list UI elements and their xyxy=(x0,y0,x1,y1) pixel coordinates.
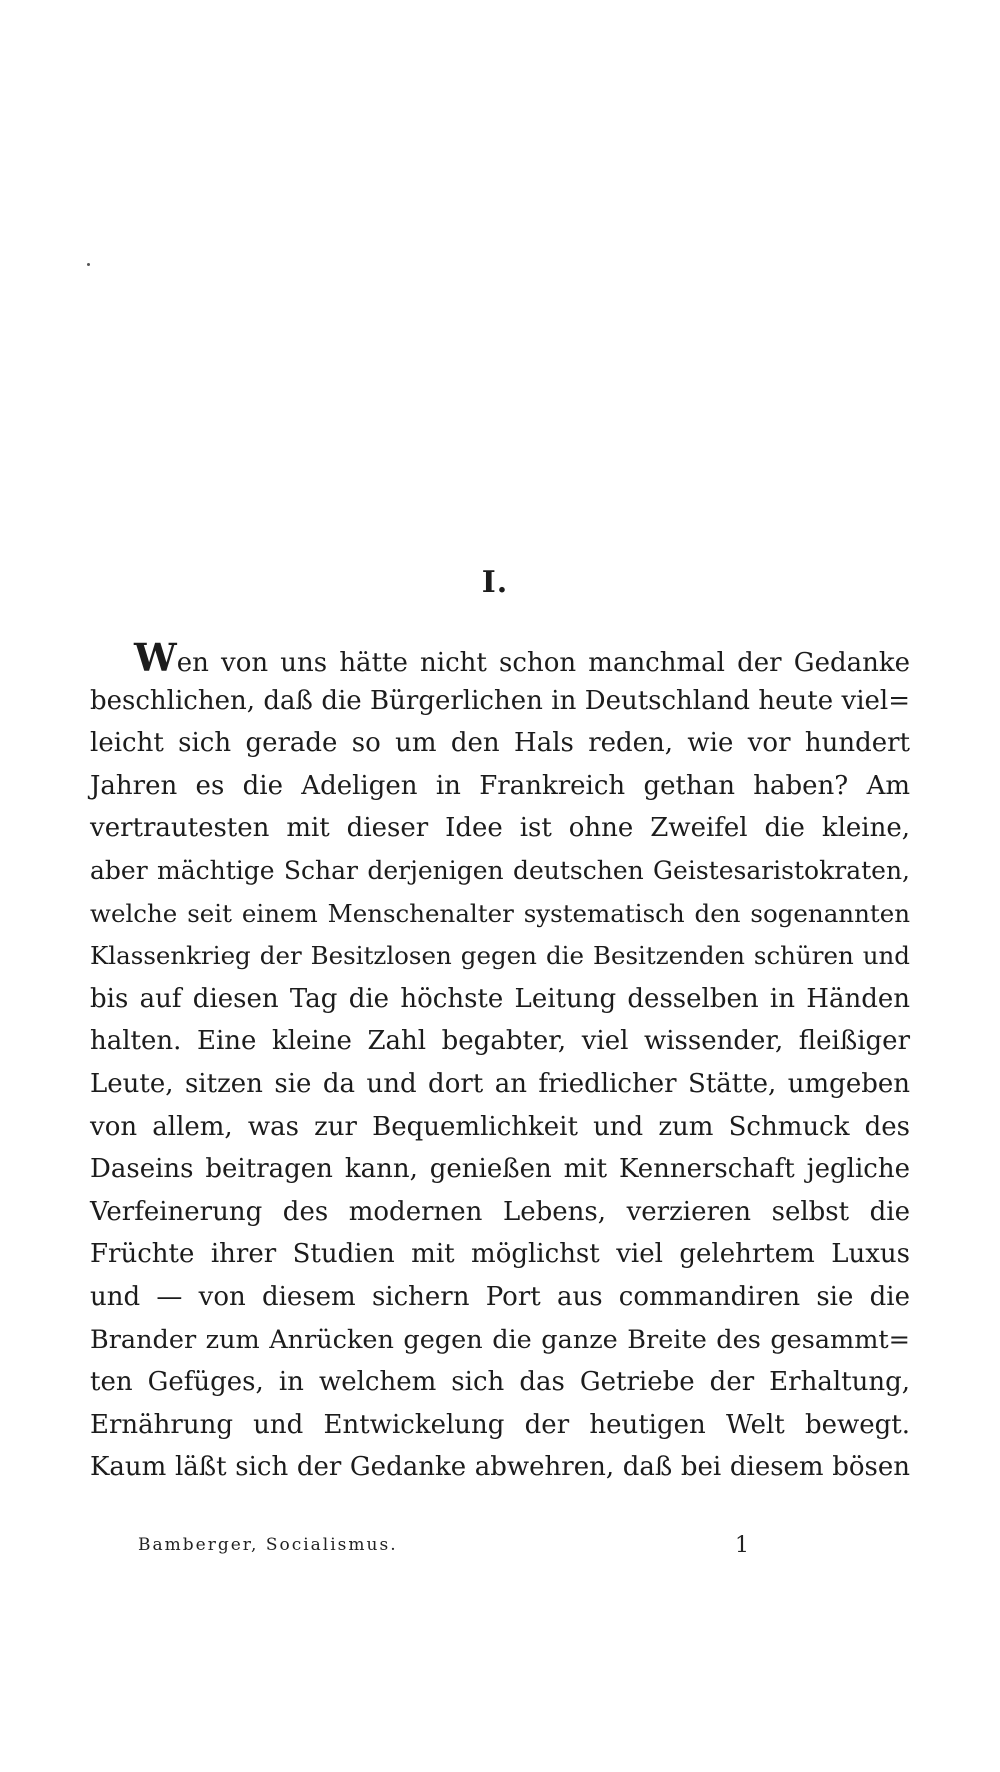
paper-speck xyxy=(87,263,90,266)
text-line: bis auf diesen Tag die höchste Leitung desselben in Händen xyxy=(90,983,910,1014)
text-line: vertrautesten mit dieser Idee ist ohne Zweifel die kleine, xyxy=(90,813,910,844)
text-line xyxy=(90,637,910,680)
text-line: Früchte ihrer Studien mit möglichst viel gelehrtem Luxus xyxy=(90,1239,910,1270)
text-line: Daseins beitragen kann, genießen mit Kennerschaft jegliche xyxy=(90,1154,910,1185)
drop-cap: W xyxy=(134,635,177,680)
text-line: halten. Eine kleine Zahl begabter, viel wissender, fleißiger xyxy=(90,1026,910,1057)
body-text xyxy=(90,637,910,1489)
text-line: Ernährung und Entwickelung der heutigen Welt bewegt. xyxy=(90,1409,910,1440)
footer-signature: Bamberger, Socialismus. xyxy=(138,1535,398,1555)
text-line: von allem, was zur Bequemlichkeit und zum Schmuck des xyxy=(90,1111,910,1142)
text-line: Leute, sitzen sie da und dort an friedlicher Stätte, umgeben xyxy=(90,1068,910,1099)
text-line: aber mächtige Schar derjenigen deutschen Geistesaristokraten, xyxy=(90,855,910,885)
text-line: und — von diesem sichern Port aus commandiren sie die xyxy=(90,1281,910,1312)
text-line-content: en von uns hätte nicht schon manchmal der Gedanke xyxy=(176,648,910,678)
text-line: ten Gefüges, in welchem sich das Getriebe der Erhaltung, xyxy=(90,1367,910,1398)
text-line: welche seit einem Menschenalter systematisch den sogenannten xyxy=(90,898,910,928)
text-line: Jahren es die Adeligen in Frankreich gethan haben? Am xyxy=(90,770,910,801)
text-line: Verfeinerung des modernen Lebens, verzieren selbst die xyxy=(90,1196,910,1227)
text-line: Brander zum Anrücken gegen die ganze Breite des gesammt= xyxy=(90,1324,910,1355)
text-line: leicht sich gerade so um den Hals reden, wie vor hundert xyxy=(90,728,910,759)
text-line: beschlichen, daß die Bürgerlichen in Deutschland heute viel= xyxy=(90,685,910,716)
sheet-number: 1 xyxy=(735,1533,749,1558)
text-line: Klassenkrieg der Besitzlosen gegen die Besitzenden schüren und xyxy=(90,941,910,971)
chapter-heading: I. xyxy=(481,565,509,600)
text-line: Kaum läßt sich der Gedanke abwehren, daß bei diesem bösen xyxy=(90,1452,910,1483)
